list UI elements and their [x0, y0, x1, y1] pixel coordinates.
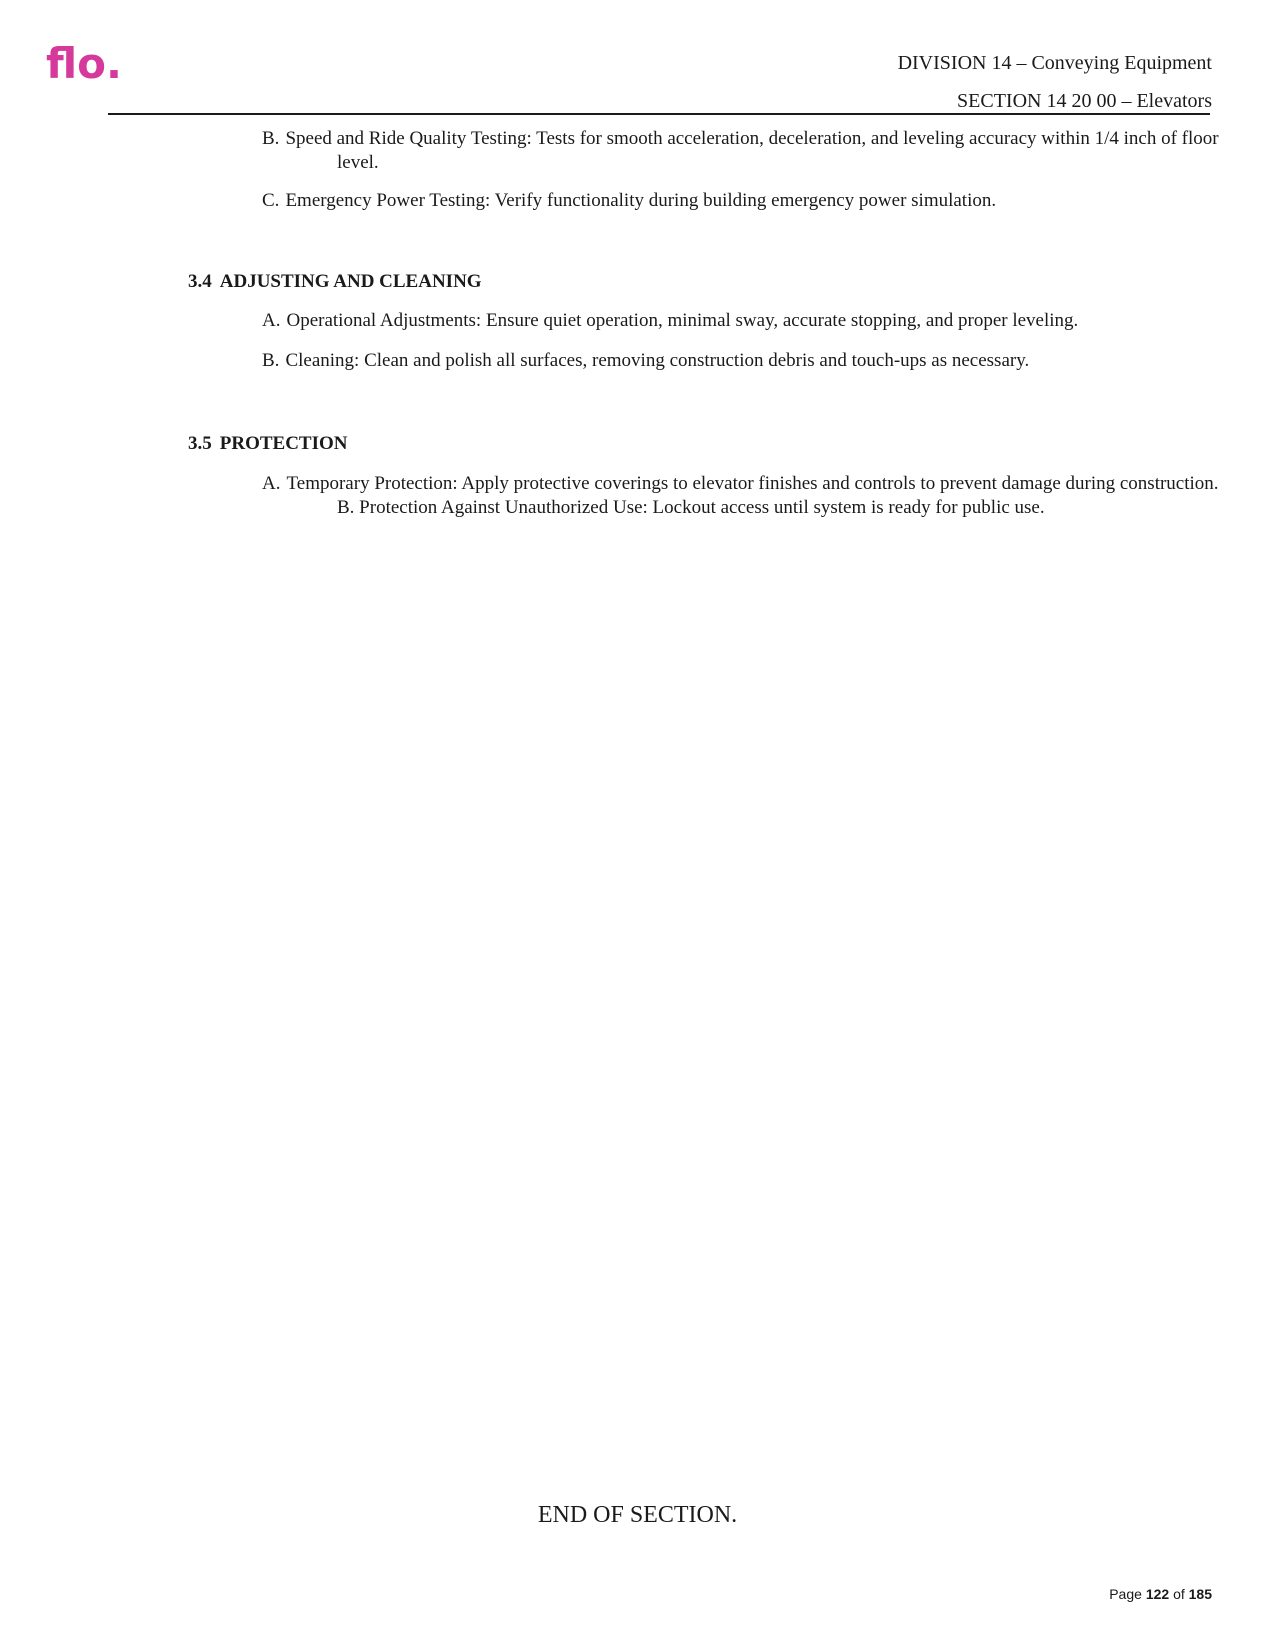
section-heading-title: PROTECTION	[219, 433, 348, 454]
item-label: A.	[262, 473, 281, 494]
section-heading-3-4	[188, 270, 482, 294]
item-text: Speed and Ride Quality Testing: Tests for smooth acceleration, deceleration, and leveling accuracy within 1/4 inch of floor level.	[285, 128, 1219, 173]
page-prefix: Page	[1109, 1586, 1142, 1602]
page-total: 185	[1188, 1586, 1212, 1602]
section-number: 3.5	[188, 433, 212, 454]
list-item-cleaning	[262, 349, 1237, 373]
item-label: B.	[262, 128, 280, 149]
division-title: DIVISION 14 – Conveying Equipment	[897, 52, 1212, 74]
item-label: A.	[262, 310, 281, 331]
page-of: of	[1173, 1586, 1185, 1602]
page-current: 122	[1145, 1586, 1170, 1602]
item-text: Emergency Power Testing: Verify functionality during building emergency power simulation.	[285, 190, 997, 211]
page-number	[1109, 1586, 1212, 1602]
item-text: Operational Adjustments: Ensure quiet operation, minimal sway, accurate stopping, and proper leveling.	[286, 310, 1079, 331]
flo-logo	[46, 44, 146, 88]
flo-logo-icon	[46, 44, 146, 88]
list-item-temporary-protection	[262, 472, 1237, 520]
item-text: Temporary Protection: Apply protective coverings to elevator finishes and controls to prevent damage during construction. B. Protection Against Unauthorized Use: Lockout access until system is ready for public use.	[286, 473, 1219, 518]
end-of-section: END OF SECTION.	[537, 1502, 738, 1528]
item-label: C.	[262, 190, 280, 211]
list-item-emergency-power-testing	[262, 189, 1237, 213]
item-text: Cleaning: Clean and polish all surfaces, removing construction debris and touch-ups as necessary.	[285, 350, 1030, 371]
document-header	[898, 44, 1212, 120]
section-heading-title: ADJUSTING AND CLEANING	[219, 271, 482, 292]
item-label: B.	[262, 350, 280, 371]
list-item-operational-adjustments	[262, 309, 1237, 333]
flo-logo-text: flo.	[46, 44, 122, 88]
header-divider	[108, 113, 1210, 115]
section-title: SECTION 14 20 00 – Elevators	[957, 90, 1212, 112]
list-item-speed-ride-testing	[262, 127, 1237, 175]
section-heading-3-5	[188, 432, 348, 456]
section-number: 3.4	[188, 271, 212, 292]
